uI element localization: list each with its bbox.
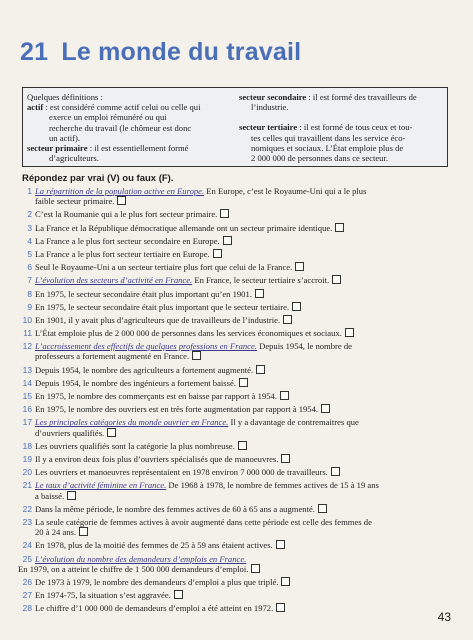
question-text <box>35 341 352 362</box>
question-text <box>35 590 183 600</box>
answer-checkbox[interactable] <box>345 328 354 337</box>
question-text <box>35 249 222 259</box>
statement-text: En 1901, il y avait plus d’agriculteurs que de travailleurs de l’industrie. <box>35 314 281 325</box>
question-text <box>35 603 285 613</box>
statement-continuation <box>35 428 116 438</box>
answer-checkbox[interactable] <box>292 302 301 311</box>
answer-checkbox[interactable] <box>256 365 265 374</box>
answer-checkbox[interactable] <box>318 504 327 513</box>
question-text <box>35 186 367 207</box>
answer-checkbox[interactable] <box>281 454 290 463</box>
question-number: 21 <box>22 480 32 491</box>
definition-text: : il est essentiellement formé <box>87 143 189 154</box>
question-number: 11 <box>23 328 32 339</box>
question-item <box>18 517 458 540</box>
question-text <box>35 391 289 401</box>
definitions-box <box>22 87 448 167</box>
statement-text: En 1975, le secteur secondaire était plus important que le secteur tertiaire. <box>35 301 290 312</box>
answer-checkbox[interactable] <box>281 577 290 586</box>
question-text <box>35 540 285 550</box>
statement-text: En 1979, on a atteint le chiffre de 1 500 000 demandeurs d’emploi. <box>18 563 249 574</box>
question-item <box>18 603 458 616</box>
answer-checkbox[interactable] <box>239 378 248 387</box>
question-number: 18 <box>22 440 32 451</box>
question-text <box>35 315 292 325</box>
definition-text: : il est formé des travailleurs de <box>306 92 417 102</box>
answer-checkbox[interactable] <box>79 527 88 536</box>
spacer <box>239 112 445 122</box>
question-number: 23 <box>22 516 32 527</box>
question-item <box>18 186 458 209</box>
question-number: 6 <box>27 262 32 273</box>
statement-continuation <box>35 196 126 206</box>
question-item <box>18 378 458 391</box>
statement-text: De 1968 à 1978, le nombre de femmes actives de 15 à 19 ans <box>166 480 379 491</box>
answer-checkbox[interactable] <box>213 249 222 258</box>
answer-checkbox[interactable] <box>220 209 229 218</box>
question-item-25-heading <box>18 554 458 564</box>
definitions-right-column <box>239 92 445 163</box>
question-number: 19 <box>22 453 32 464</box>
question-text <box>35 275 341 285</box>
answer-checkbox[interactable] <box>295 262 304 271</box>
statement-text: En 1978, plus de la moitié des femmes de 25 à 59 ans étaient actives. <box>35 540 273 551</box>
instruction-heading: Répondez par vrai (V) ou faux (F). <box>22 173 174 184</box>
question-number: 5 <box>27 248 32 259</box>
statement-text: En 1975, le secteur secondaire était plus important qu’en 1901. <box>35 288 252 299</box>
definitions-intro: Quelques définitions : <box>27 92 103 102</box>
statement-text: Il y a environ deux fois plus d’ouvriers spécialisés que de manoeuvres. <box>35 453 279 464</box>
statement-text: 20 à 24 ans. <box>35 527 77 538</box>
definition-text: 2 000 000 de personnes dans ce secteur. <box>251 153 388 164</box>
question-item <box>18 236 458 249</box>
question-item <box>18 289 458 302</box>
term-actif: actif <box>27 102 44 113</box>
statement-text: En 1975, le nombre des commerçants est en baisse par rapport à 1954. <box>35 391 277 402</box>
answer-checkbox[interactable] <box>276 540 285 549</box>
question-text <box>35 516 372 538</box>
statement-text: La France et la République démocratique allemande ont un secteur primaire identique. <box>35 222 333 233</box>
statement-text: En France, le secteur tertiaire s’accroit. <box>192 275 330 286</box>
question-number: 16 <box>22 404 32 415</box>
question-text <box>35 209 229 219</box>
definition-actif <box>27 102 245 143</box>
question-item <box>18 441 458 454</box>
question-number: 7 <box>27 275 32 286</box>
question-number: 26 <box>22 576 32 587</box>
question-number: 1 <box>27 186 32 196</box>
answer-checkbox[interactable] <box>335 223 344 232</box>
answer-checkbox[interactable] <box>276 603 285 612</box>
statement-continuation <box>35 491 76 501</box>
question-text <box>35 236 232 246</box>
question-number: 15 <box>22 391 32 402</box>
answer-checkbox[interactable] <box>283 315 292 324</box>
answer-checkbox[interactable] <box>174 590 183 599</box>
question-text <box>18 564 260 574</box>
statement-text: professeurs a fortement augmenté en France. <box>35 351 190 362</box>
question-text <box>35 504 327 514</box>
answer-checkbox[interactable] <box>332 275 341 284</box>
statement-continuation <box>35 351 201 361</box>
definition-primaire <box>27 143 245 163</box>
definition-text: nomiques et sociaux. L’État emploie plus de <box>251 142 404 153</box>
statement-text: Il y a davantage de contremaitres que <box>228 417 359 428</box>
statement-text: d’ouvriers qualifiés. <box>35 427 105 438</box>
statement-text: En 1975, le nombre des ouvriers est en très forte augmentation par rapport à 1954. <box>35 404 319 415</box>
question-number: 10 <box>22 314 32 325</box>
question-item <box>18 302 458 315</box>
question-item <box>18 365 458 378</box>
answer-checkbox[interactable] <box>280 391 289 400</box>
question-number: 2 <box>27 209 32 220</box>
question-number: 13 <box>22 364 32 375</box>
statement-text: En Europe, c’est le Royaume-Uni qui a le plus <box>204 186 367 196</box>
chapter-title <box>20 38 301 67</box>
question-number: 14 <box>22 377 32 388</box>
question-item <box>18 275 458 288</box>
definition-text: : est considéré comme actif celui ou celle qui <box>43 102 201 113</box>
question-item <box>18 540 458 553</box>
statement-text: Depuis 1954, le nombre de <box>256 341 352 352</box>
statement-text: Seul le Royaume-Uni a un secteur tertiaire plus fort que celui de la France. <box>35 262 293 273</box>
statement-text: a baissé. <box>35 490 65 501</box>
statement-text: La seule catégorie de femmes actives à avoir augmenté dans cette période est celle des femmes de <box>35 516 372 527</box>
question-text <box>35 480 379 501</box>
question-number: 27 <box>22 590 32 601</box>
statement-text: Depuis 1954, le nombre des agriculteurs a fortement augmenté. <box>35 364 254 375</box>
question-item <box>18 454 458 467</box>
section-heading: Les principales catégories du monde ouvrier en France. <box>35 417 229 428</box>
question-number: 4 <box>27 235 32 246</box>
term-tertiaire: secteur tertiaire <box>239 122 298 133</box>
statement-text: Les ouvriers qualifiés sont la catégorie la plus nombreuse. <box>35 440 235 451</box>
question-number: 8 <box>27 288 32 299</box>
definition-text: exerce un emploi rémunéré ou qui <box>49 112 167 123</box>
question-item <box>18 262 458 275</box>
answer-checkbox[interactable] <box>321 404 330 413</box>
statement-text: De 1973 à 1979, le nombre des demandeurs d’emploi a plus que triplé. <box>35 576 279 587</box>
question-text <box>35 467 340 477</box>
question-text <box>35 289 264 299</box>
question-number: 28 <box>22 603 32 614</box>
answer-checkbox[interactable] <box>255 289 264 298</box>
page-number: 43 <box>437 610 451 624</box>
statement-text: faible secteur primaire. <box>35 196 115 207</box>
question-item <box>18 404 458 417</box>
statement-text: La France a le plus fort secteur secondaire en Europe. <box>35 235 220 246</box>
statement-continuation <box>35 527 88 537</box>
question-item <box>18 467 458 480</box>
definition-text: recherche du travail (le chômeur est donc <box>49 122 192 133</box>
section-heading: L’évolution du nombre des demandeurs d’emplois en France. <box>35 553 247 564</box>
answer-checkbox[interactable] <box>331 467 340 476</box>
definition-secondaire <box>239 92 445 112</box>
question-item <box>18 249 458 262</box>
question-item <box>18 504 458 517</box>
statement-text: La France a le plus fort secteur tertiaire en Europe. <box>35 248 210 259</box>
question-number: 12 <box>22 341 32 352</box>
question-number: 20 <box>22 467 32 478</box>
answer-checkbox[interactable] <box>117 196 126 205</box>
question-item <box>18 480 458 503</box>
definition-text: un actif). <box>49 132 81 143</box>
term-secondaire: secteur secondaire <box>239 92 307 102</box>
question-item <box>18 341 458 364</box>
question-number: 3 <box>27 222 32 233</box>
question-number: 25 <box>22 553 32 564</box>
question-item <box>18 590 458 603</box>
question-text <box>35 454 290 464</box>
question-text <box>35 328 354 338</box>
definition-text: l’industrie. <box>251 102 289 113</box>
question-text <box>35 378 248 388</box>
chapter-title-text: Le monde du travail <box>61 38 302 66</box>
term-primaire: secteur primaire <box>27 143 88 154</box>
question-item <box>18 577 458 590</box>
section-heading: Le taux d’activité féminine en France. <box>35 480 167 491</box>
question-item <box>18 564 458 577</box>
statement-text: Depuis 1954, le nombre des ingénieurs a fortement baissé. <box>35 377 236 388</box>
question-number: 24 <box>22 540 32 551</box>
question-item <box>18 315 458 328</box>
definition-tertiaire <box>239 122 445 163</box>
answer-checkbox[interactable] <box>223 236 232 245</box>
question-item <box>18 223 458 236</box>
definition-text: d’agriculteurs. <box>49 153 99 164</box>
question-text <box>35 404 330 414</box>
question-text <box>35 223 344 233</box>
question-text <box>35 262 304 272</box>
statement-text: L’État emploie plus de 2 000 000 de personnes dans les services économiques et sociaux. <box>35 328 342 339</box>
question-item <box>18 417 458 440</box>
section-heading: L’évolution des secteurs d’activité en France. <box>35 275 193 286</box>
question-item <box>18 391 458 404</box>
statement-text: Le chiffre d’1 000 000 de demandeurs d’emploi a été atteint en 1972. <box>35 603 274 614</box>
question-text <box>35 417 359 438</box>
statement-text: Dans la même période, le nombre des femmes actives de 60 à 65 ans a augmenté. <box>35 503 315 514</box>
question-number: 17 <box>22 417 32 428</box>
statement-text: Les ouvriers et manoeuvres représentaient en 1978 environ 7 000 000 de travailleurs. <box>35 467 328 478</box>
question-item <box>18 328 458 341</box>
question-number: 9 <box>27 301 32 312</box>
question-item <box>18 209 458 222</box>
chapter-number: 21 <box>20 38 49 66</box>
question-text <box>35 365 265 375</box>
answer-checkbox[interactable] <box>238 441 247 450</box>
definition-text: : il est formé de tous ceux et tou- <box>297 122 413 133</box>
statement-text: C’est la Roumanie qui a le plus fort secteur primaire. <box>35 209 218 220</box>
question-number: 22 <box>22 503 32 514</box>
question-list <box>18 186 458 616</box>
answer-checkbox[interactable] <box>67 491 76 500</box>
answer-checkbox[interactable] <box>251 564 260 573</box>
question-text <box>35 577 290 587</box>
section-heading: La répartition de la population active en Europe. <box>35 186 205 196</box>
statement-text: En 1974-75, la situation s’est aggravée. <box>35 590 171 601</box>
definitions-left-column <box>27 92 245 163</box>
question-text <box>35 441 247 451</box>
definition-text: tes celles qui travaillent dans les service éco- <box>251 132 406 143</box>
section-heading: L’accroissement des effectifs de quelques professions en France. <box>35 341 257 352</box>
answer-checkbox[interactable] <box>192 351 201 360</box>
answer-checkbox[interactable] <box>107 428 116 437</box>
question-text <box>35 302 301 312</box>
